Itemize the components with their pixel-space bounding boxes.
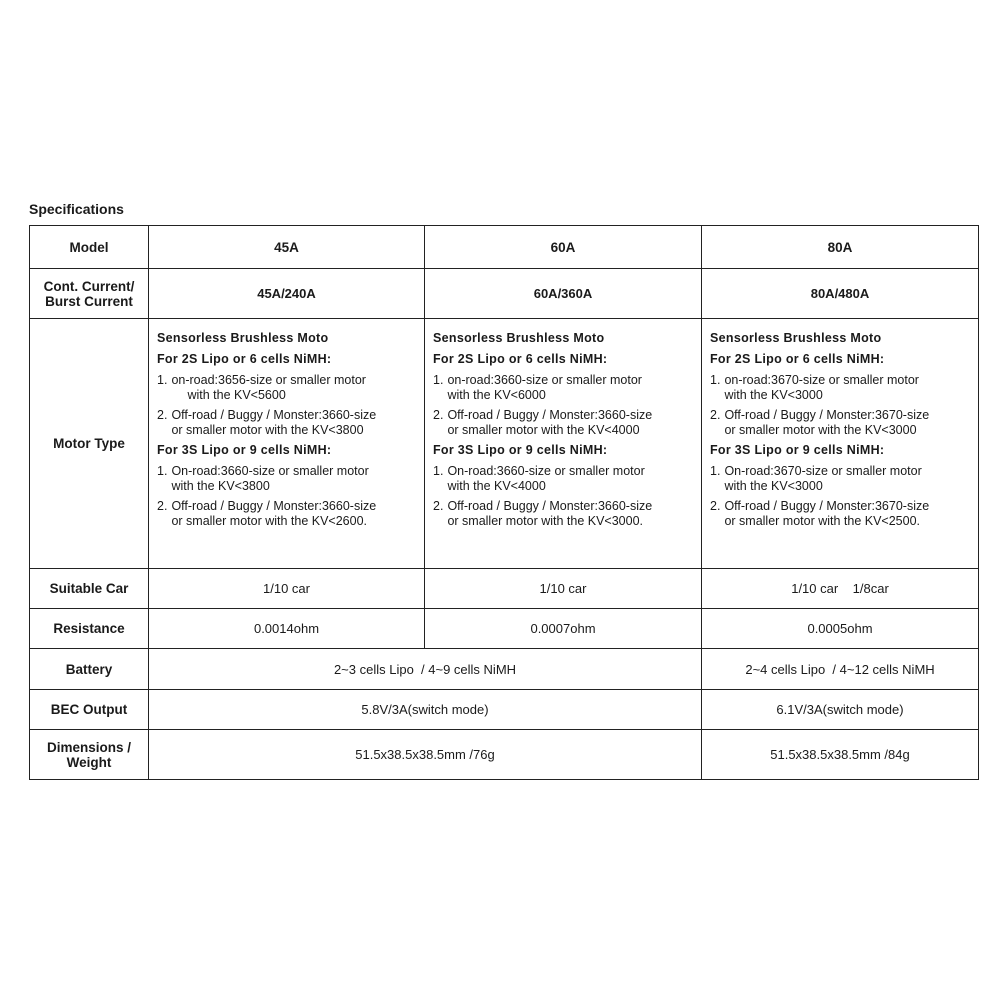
table-row-battery (30, 649, 979, 690)
suitable-car-45a: 1/10 car (149, 569, 425, 609)
battery-80a: 2~4 cells Lipo / 4~12 cells NiMH (702, 649, 979, 690)
motor-heading: Sensorless Brushless Moto (710, 331, 882, 345)
current-label-line1: Cont. Current/ (43, 278, 135, 294)
list-item: 2. Off-road / Buggy / Monster:3660-size or smaller motor with the KV<4000 (433, 408, 653, 437)
motor-heading: Sensorless Brushless Moto (433, 331, 605, 345)
motor-type-45a (149, 319, 425, 569)
motor-section-3s: For 3S Lipo or 9 cells NiMH: (157, 443, 332, 457)
model-45a: 45A (149, 226, 425, 269)
resistance-60a: 0.0007ohm (425, 609, 702, 649)
motor-section-2s: For 2S Lipo or 6 cells NiMH: (433, 352, 608, 366)
page-title: Specifications (29, 201, 124, 217)
specifications-table (29, 225, 979, 780)
bec-output-80a: 6.1V/3A(switch mode) (702, 690, 979, 730)
motor-type-60a (425, 319, 702, 569)
list-item: 1. On-road:3660-size or smaller motor with the KV<4000 (433, 464, 645, 493)
list-item: 1. on-road:3656-size or smaller motor with the KV<5600 (157, 373, 366, 402)
resistance-label: Resistance (30, 609, 149, 649)
motor-type-80a (702, 319, 979, 569)
battery-label: Battery (30, 649, 149, 690)
current-80a: 80A/480A (702, 269, 979, 319)
list-item: 2. Off-road / Buggy / Monster:3660-size or smaller motor with the KV<3000. (433, 499, 653, 528)
suitable-car-80a: 1/10 car 1/8car (702, 569, 979, 609)
current-60a: 60A/360A (425, 269, 702, 319)
list-item: 1. On-road:3670-size or smaller motor with the KV<3000 (710, 464, 922, 493)
list-item: 2. Off-road / Buggy / Monster:3670-size or smaller motor with the KV<3000 (710, 408, 930, 437)
current-45a: 45A/240A (149, 269, 425, 319)
motor-type-label: Motor Type (30, 319, 149, 569)
current-label-line2: Burst Current (45, 293, 133, 309)
resistance-80a: 0.0005ohm (702, 609, 979, 649)
dimensions-label (30, 730, 149, 780)
list-item: 1. on-road:3670-size or smaller motor with the KV<3000 (710, 373, 919, 402)
dimensions-80a: 51.5x38.5x38.5mm /84g (702, 730, 979, 780)
model-label: Model (30, 226, 149, 269)
list-item: 1. on-road:3660-size or smaller motor with the KV<6000 (433, 373, 642, 402)
current-label (30, 269, 149, 319)
suitable-car-60a: 1/10 car (425, 569, 702, 609)
list-item: 2. Off-road / Buggy / Monster:3660-size or smaller motor with the KV<2600. (157, 499, 377, 528)
dimensions-45a-60a: 51.5x38.5x38.5mm /76g (149, 730, 702, 780)
table-row-bec-output (30, 690, 979, 730)
suitable-car-label: Suitable Car (30, 569, 149, 609)
battery-45a-60a: 2~3 cells Lipo / 4~9 cells NiMH (149, 649, 702, 690)
motor-section-2s: For 2S Lipo or 6 cells NiMH: (710, 352, 885, 366)
table-row-dimensions (30, 730, 979, 780)
model-80a: 80A (702, 226, 979, 269)
table-row-motor-type (30, 319, 979, 569)
list-item: 2. Off-road / Buggy / Monster:3660-size or smaller motor with the KV<3800 (157, 408, 377, 437)
model-60a: 60A (425, 226, 702, 269)
motor-section-3s: For 3S Lipo or 9 cells NiMH: (433, 443, 608, 457)
motor-heading: Sensorless Brushless Moto (157, 331, 329, 345)
bec-output-label: BEC Output (30, 690, 149, 730)
motor-section-3s: For 3S Lipo or 9 cells NiMH: (710, 443, 885, 457)
motor-section-2s: For 2S Lipo or 6 cells NiMH: (157, 352, 332, 366)
table-row-model (30, 226, 979, 269)
table-row-current (30, 269, 979, 319)
table-row-suitable-car (30, 569, 979, 609)
resistance-45a: 0.0014ohm (149, 609, 425, 649)
list-item: 2. Off-road / Buggy / Monster:3670-size or smaller motor with the KV<2500. (710, 499, 930, 528)
table-row-resistance (30, 609, 979, 649)
dimensions-label-line2: Weight (66, 754, 112, 770)
dimensions-label-line1: Dimensions / (46, 739, 132, 755)
list-item: 1. On-road:3660-size or smaller motor with the KV<3800 (157, 464, 369, 493)
bec-output-45a-60a: 5.8V/3A(switch mode) (149, 690, 702, 730)
